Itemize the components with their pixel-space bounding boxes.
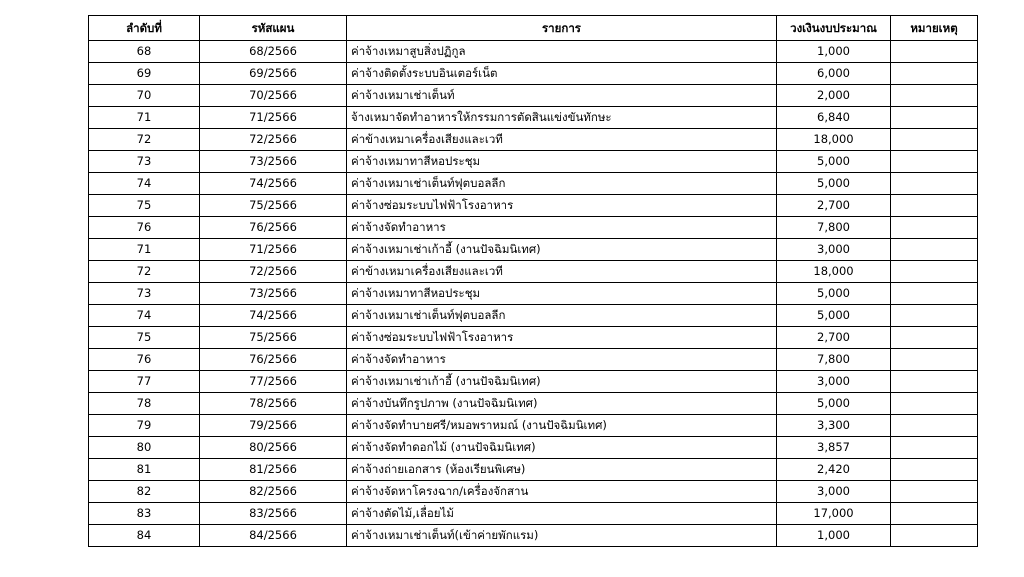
table-row	[89, 239, 978, 261]
note-cell	[891, 393, 978, 415]
budget-amount-cell: 6,000	[777, 63, 891, 85]
row-number-cell: 72	[89, 129, 200, 151]
table-row	[89, 195, 978, 217]
plan-code-cell: 82/2566	[200, 481, 347, 503]
note-cell	[891, 151, 978, 173]
table-row	[89, 327, 978, 349]
plan-code-cell: 70/2566	[200, 85, 347, 107]
note-cell	[891, 173, 978, 195]
note-cell	[891, 261, 978, 283]
item-description-cell: ค่าข้างเหมาเครื่องเสียงและเวที	[347, 261, 777, 283]
plan-code-cell: 78/2566	[200, 393, 347, 415]
note-cell	[891, 481, 978, 503]
note-cell	[891, 503, 978, 525]
row-number-cell: 77	[89, 371, 200, 393]
item-description-cell: ค่าจ้างเหมาเช่าเต็นท์(เข้าค่ายพักแรม)	[347, 525, 777, 547]
note-cell	[891, 525, 978, 547]
item-description-cell: ค่าจ้างจัดทำบายศรี/หมอพราหมณ์ (งานปัจฉิมนิเทศ)	[347, 415, 777, 437]
table-row	[89, 349, 978, 371]
row-number-cell: 79	[89, 415, 200, 437]
table-header	[89, 16, 978, 41]
plan-code-cell: 71/2566	[200, 107, 347, 129]
item-description-cell: ค่าจ้างเหมาเช่าเก้าอี้ (งานปัจฉิมนิเทศ)	[347, 371, 777, 393]
header-no: ลำดับที่	[89, 16, 200, 41]
budget-amount-cell: 2,700	[777, 327, 891, 349]
budget-amount-cell: 2,000	[777, 85, 891, 107]
row-number-cell: 82	[89, 481, 200, 503]
budget-amount-cell: 2,420	[777, 459, 891, 481]
item-description-cell: ค่าจ้างเหมาทาสีหอประชุม	[347, 283, 777, 305]
note-cell	[891, 437, 978, 459]
plan-code-cell: 77/2566	[200, 371, 347, 393]
item-description-cell: ค่าจ้างจัดทำดอกไม้ (งานปัจฉิมนิเทศ)	[347, 437, 777, 459]
budget-amount-cell: 5,000	[777, 393, 891, 415]
budget-amount-cell: 17,000	[777, 503, 891, 525]
budget-amount-cell: 18,000	[777, 129, 891, 151]
item-description-cell: ค่าจ้างตัดไม้,เลื่อยไม้	[347, 503, 777, 525]
note-cell	[891, 217, 978, 239]
note-cell	[891, 305, 978, 327]
item-description-cell: ค่าจ้างจัดทำอาหาร	[347, 349, 777, 371]
row-number-cell: 76	[89, 349, 200, 371]
table-row	[89, 41, 978, 63]
note-cell	[891, 415, 978, 437]
header-plan-code: รหัสแผน	[200, 16, 347, 41]
budget-amount-cell: 3,857	[777, 437, 891, 459]
table-row	[89, 525, 978, 547]
plan-code-cell: 71/2566	[200, 239, 347, 261]
budget-amount-cell: 1,000	[777, 41, 891, 63]
item-description-cell: ค่าจ้างเหมาเช่าเต็นท์ฟุตบอลลีก	[347, 173, 777, 195]
table-row	[89, 63, 978, 85]
row-number-cell: 74	[89, 173, 200, 195]
row-number-cell: 78	[89, 393, 200, 415]
budget-amount-cell: 1,000	[777, 525, 891, 547]
row-number-cell: 72	[89, 261, 200, 283]
note-cell	[891, 459, 978, 481]
plan-code-cell: 69/2566	[200, 63, 347, 85]
table-row	[89, 261, 978, 283]
table-body	[89, 41, 978, 547]
table-row	[89, 173, 978, 195]
note-cell	[891, 327, 978, 349]
table-row	[89, 503, 978, 525]
plan-code-cell: 73/2566	[200, 151, 347, 173]
item-description-cell: ค่าจ้างซ่อมระบบไฟฟ้าโรงอาหาร	[347, 327, 777, 349]
table-row	[89, 217, 978, 239]
row-number-cell: 70	[89, 85, 200, 107]
plan-code-cell: 84/2566	[200, 525, 347, 547]
item-description-cell: ค่าจ้างเหมาเช่าเต็นท์ฟุตบอลลีก	[347, 305, 777, 327]
plan-code-cell: 74/2566	[200, 305, 347, 327]
row-number-cell: 84	[89, 525, 200, 547]
header-row	[89, 16, 978, 41]
item-description-cell: ค่าจ้างเหมาสูบสิ่งปฏิกูล	[347, 41, 777, 63]
budget-amount-cell: 3,000	[777, 239, 891, 261]
row-number-cell: 80	[89, 437, 200, 459]
plan-code-cell: 79/2566	[200, 415, 347, 437]
note-cell	[891, 129, 978, 151]
note-cell	[891, 107, 978, 129]
header-budget: วงเงินงบประมาณ	[777, 16, 891, 41]
note-cell	[891, 63, 978, 85]
header-note: หมายเหตุ	[891, 16, 978, 41]
item-description-cell: ค่าจ้างถ่ายเอกสาร (ห้องเรียนพิเศษ)	[347, 459, 777, 481]
header-item: รายการ	[347, 16, 777, 41]
note-cell	[891, 283, 978, 305]
item-description-cell: ค่าจ้างจัดหาโครงฉาก/เครื่องจักสาน	[347, 481, 777, 503]
row-number-cell: 71	[89, 107, 200, 129]
plan-code-cell: 73/2566	[200, 283, 347, 305]
row-number-cell: 75	[89, 195, 200, 217]
table-row	[89, 305, 978, 327]
budget-amount-cell: 5,000	[777, 151, 891, 173]
note-cell	[891, 349, 978, 371]
row-number-cell: 81	[89, 459, 200, 481]
item-description-cell: ค่าจ้างเหมาเช่าเต็นท์	[347, 85, 777, 107]
table-row	[89, 371, 978, 393]
table-row	[89, 151, 978, 173]
budget-amount-cell: 7,800	[777, 217, 891, 239]
item-description-cell: ค่าจ้างบันทึกรูปภาพ (งานปัจฉิมนิเทศ)	[347, 393, 777, 415]
plan-code-cell: 76/2566	[200, 217, 347, 239]
row-number-cell: 76	[89, 217, 200, 239]
item-description-cell: ค่าจ้างติดตั้งระบบอินเตอร์เน็ต	[347, 63, 777, 85]
table-row	[89, 129, 978, 151]
plan-code-cell: 74/2566	[200, 173, 347, 195]
budget-amount-cell: 5,000	[777, 305, 891, 327]
budget-amount-cell: 7,800	[777, 349, 891, 371]
item-description-cell: ค่าข้างเหมาเครื่องเสียงและเวที	[347, 129, 777, 151]
row-number-cell: 73	[89, 283, 200, 305]
row-number-cell: 68	[89, 41, 200, 63]
plan-code-cell: 83/2566	[200, 503, 347, 525]
plan-code-cell: 75/2566	[200, 327, 347, 349]
table-row	[89, 437, 978, 459]
note-cell	[891, 371, 978, 393]
plan-code-cell: 76/2566	[200, 349, 347, 371]
note-cell	[891, 85, 978, 107]
row-number-cell: 74	[89, 305, 200, 327]
budget-amount-cell: 5,000	[777, 173, 891, 195]
table-row	[89, 85, 978, 107]
procurement-plan-table	[88, 15, 978, 547]
row-number-cell: 73	[89, 151, 200, 173]
table-row	[89, 415, 978, 437]
budget-amount-cell: 3,000	[777, 371, 891, 393]
note-cell	[891, 41, 978, 63]
plan-code-cell: 75/2566	[200, 195, 347, 217]
plan-code-cell: 72/2566	[200, 261, 347, 283]
item-description-cell: ค่าจ้างเหมาทาสีหอประชุม	[347, 151, 777, 173]
row-number-cell: 71	[89, 239, 200, 261]
plan-code-cell: 80/2566	[200, 437, 347, 459]
item-description-cell: ค่าจ้างจัดทำอาหาร	[347, 217, 777, 239]
plan-code-cell: 81/2566	[200, 459, 347, 481]
table-row	[89, 283, 978, 305]
table-row	[89, 481, 978, 503]
note-cell	[891, 195, 978, 217]
budget-amount-cell: 3,000	[777, 481, 891, 503]
table-row	[89, 107, 978, 129]
table-row	[89, 393, 978, 415]
item-description-cell: ค่าจ้างซ่อมระบบไฟฟ้าโรงอาหาร	[347, 195, 777, 217]
budget-amount-cell: 2,700	[777, 195, 891, 217]
row-number-cell: 83	[89, 503, 200, 525]
row-number-cell: 69	[89, 63, 200, 85]
table-row	[89, 459, 978, 481]
item-description-cell: จ้างเหมาจัดทำอาหารให้กรรมการตัดสินแข่งขันทักษะ	[347, 107, 777, 129]
budget-amount-cell: 5,000	[777, 283, 891, 305]
budget-amount-cell: 6,840	[777, 107, 891, 129]
note-cell	[891, 239, 978, 261]
item-description-cell: ค่าจ้างเหมาเช่าเก้าอี้ (งานปัจฉิมนิเทศ)	[347, 239, 777, 261]
plan-code-cell: 72/2566	[200, 129, 347, 151]
budget-amount-cell: 3,300	[777, 415, 891, 437]
plan-code-cell: 68/2566	[200, 41, 347, 63]
budget-amount-cell: 18,000	[777, 261, 891, 283]
row-number-cell: 75	[89, 327, 200, 349]
